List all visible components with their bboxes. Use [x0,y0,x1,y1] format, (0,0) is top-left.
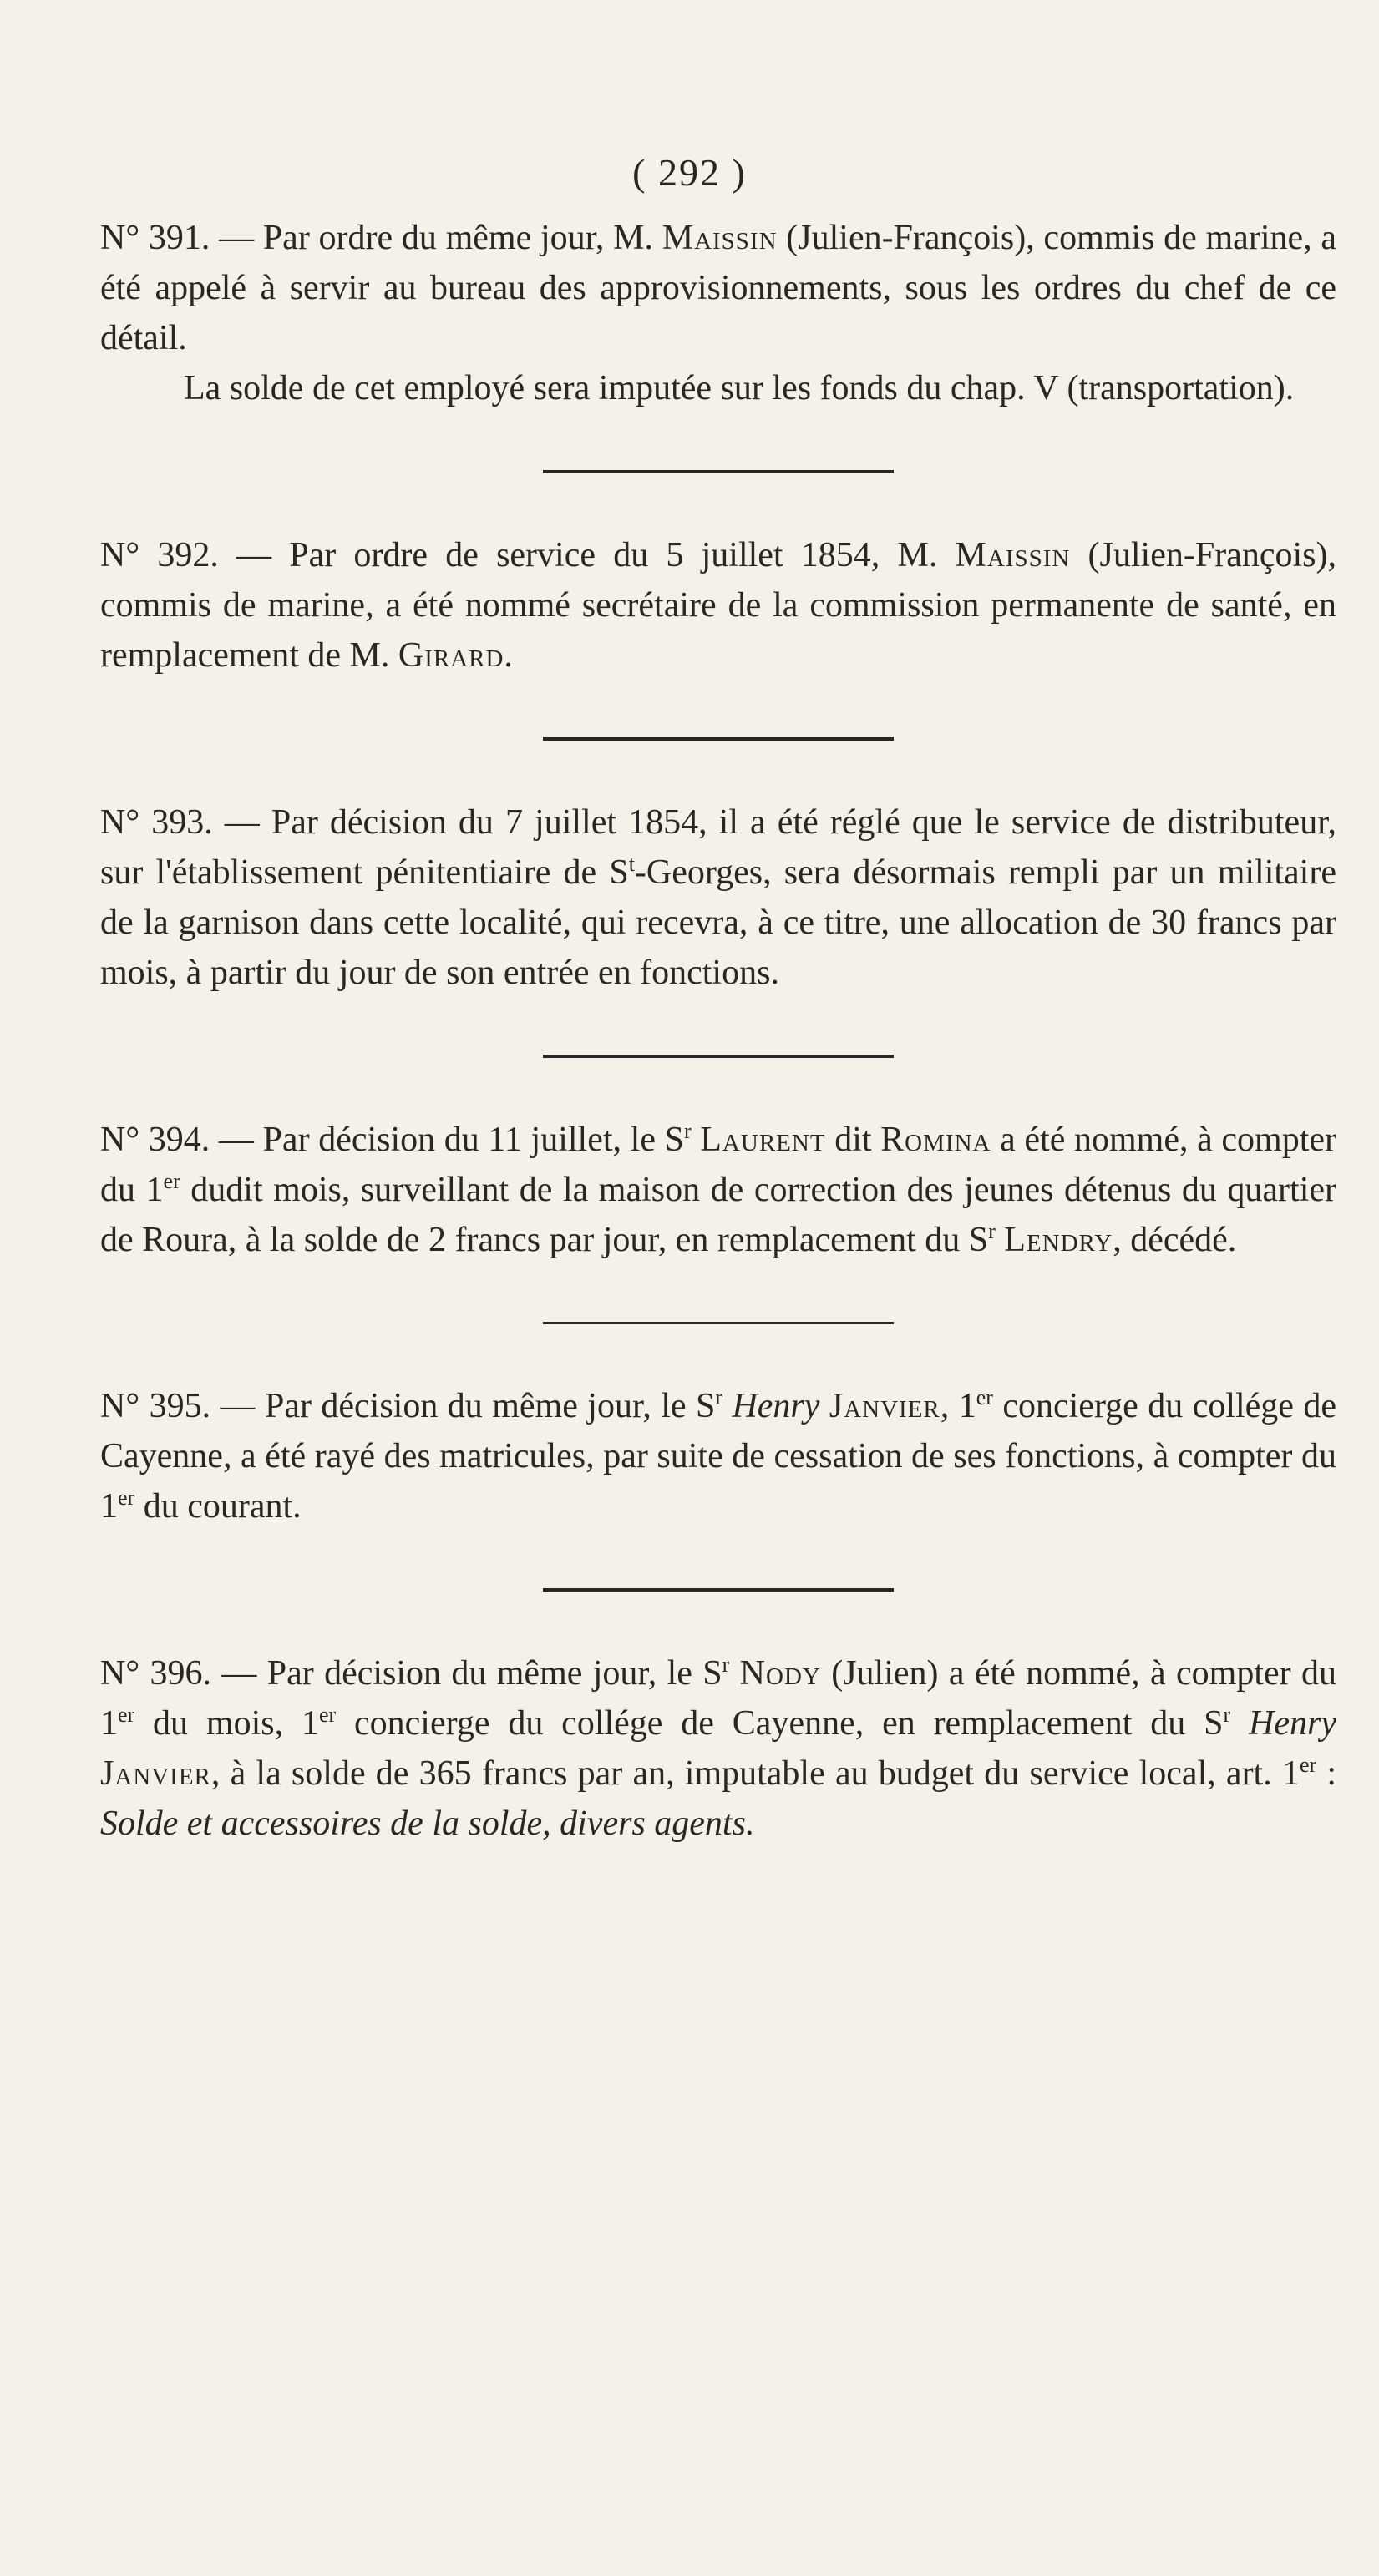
person-name: Janvier [829,1387,940,1425]
person-name: Lendry [1004,1221,1113,1259]
person-name: Girard [398,636,504,675]
entry-395-paragraph-1: N° 395. — Par décision du même jour, le $S^r$ Henry Janvier, 1er concierge du collége de Cayenne, a été rayé des matricules, par suite de cessation de ses fonctions, à compter du 1er du courant. [100,1385,1337,1526]
entry-number: N° 394. [100,1121,210,1159]
entry-number: N° 391. [100,219,210,257]
person-name: Maissin [662,219,778,257]
person-name: Romina [880,1121,991,1159]
entry-396 [100,1648,1336,1849]
entry-391 [100,213,1336,413]
document-body [100,213,1336,1849]
entry-391-paragraph-1: N° 391. — Par ordre du même jour, M. Maissin (Julien-François), commis de marine, a été appelé à servir au bureau des approvisionnements, sous les ordres du chef de ce détail. [100,219,1336,357]
entry-391-paragraph-2: La solde de cet employé sera imputée sur les fonds du chap. V (transportation). [184,369,1295,407]
entry-395 [100,1381,1336,1531]
entry-396-paragraph-1: N° 396. — Par décision du même jour, le $S^r$ Nody (Julien) a été nommé, à compter du 1er du mois, 1er concierge du collége de Cayenne, en remplacement du $S^r$ Henry Janvier, à la solde de 365 francs par an, imputable au budget du service local, art. 1er : Solde et accessoires de la solde, divers agents. [100,1652,1337,1843]
person-name: Maissin [955,536,1071,574]
entry-number: N° 396. [100,1654,211,1693]
person-name: Laurent [700,1121,826,1159]
entry-392 [100,530,1336,681]
entry-394-paragraph-1: N° 394. — Par décision du 11 juillet, le $S^r$ Laurent dit Romina a été nommé, à compter du 1er dudit mois, surveillant de la maison de correction des jeunes détenus du quartier de Roura, à la solde de 2 francs par jour, en remplacement du $S^r$ Lendry, décédé. [100,1119,1336,1259]
entry-394 [100,1115,1336,1265]
person-name: Nody [739,1654,821,1693]
page-number: ( 292 ) [632,151,747,194]
person-name: Janvier [100,1754,211,1793]
entry-393-paragraph-1: N° 393. — Par décision du 7 juillet 1854, il a été réglé que le service de distributeur, sur l'établissement pénitentiaire de $S^t$-Georges, sera désormais rempli par un militaire de la garnison dans cette localité, qui recevra, à ce titre, une allocation de 30 francs par mois, à partir du jour de son entrée en fonctions. [100,803,1336,992]
entry-392-paragraph-1: N° 392. — Par ordre de service du 5 juillet 1854, M. Maissin (Julien-François), commis de marine, a été nommé secrétaire de la commission permanente de santé, en remplacement de M. Girard. [100,536,1336,675]
entry-393 [100,797,1336,998]
entry-number: N° 393. [100,803,213,842]
entry-number: N° 392. [100,536,219,574]
entry-number: N° 395. [100,1387,211,1425]
